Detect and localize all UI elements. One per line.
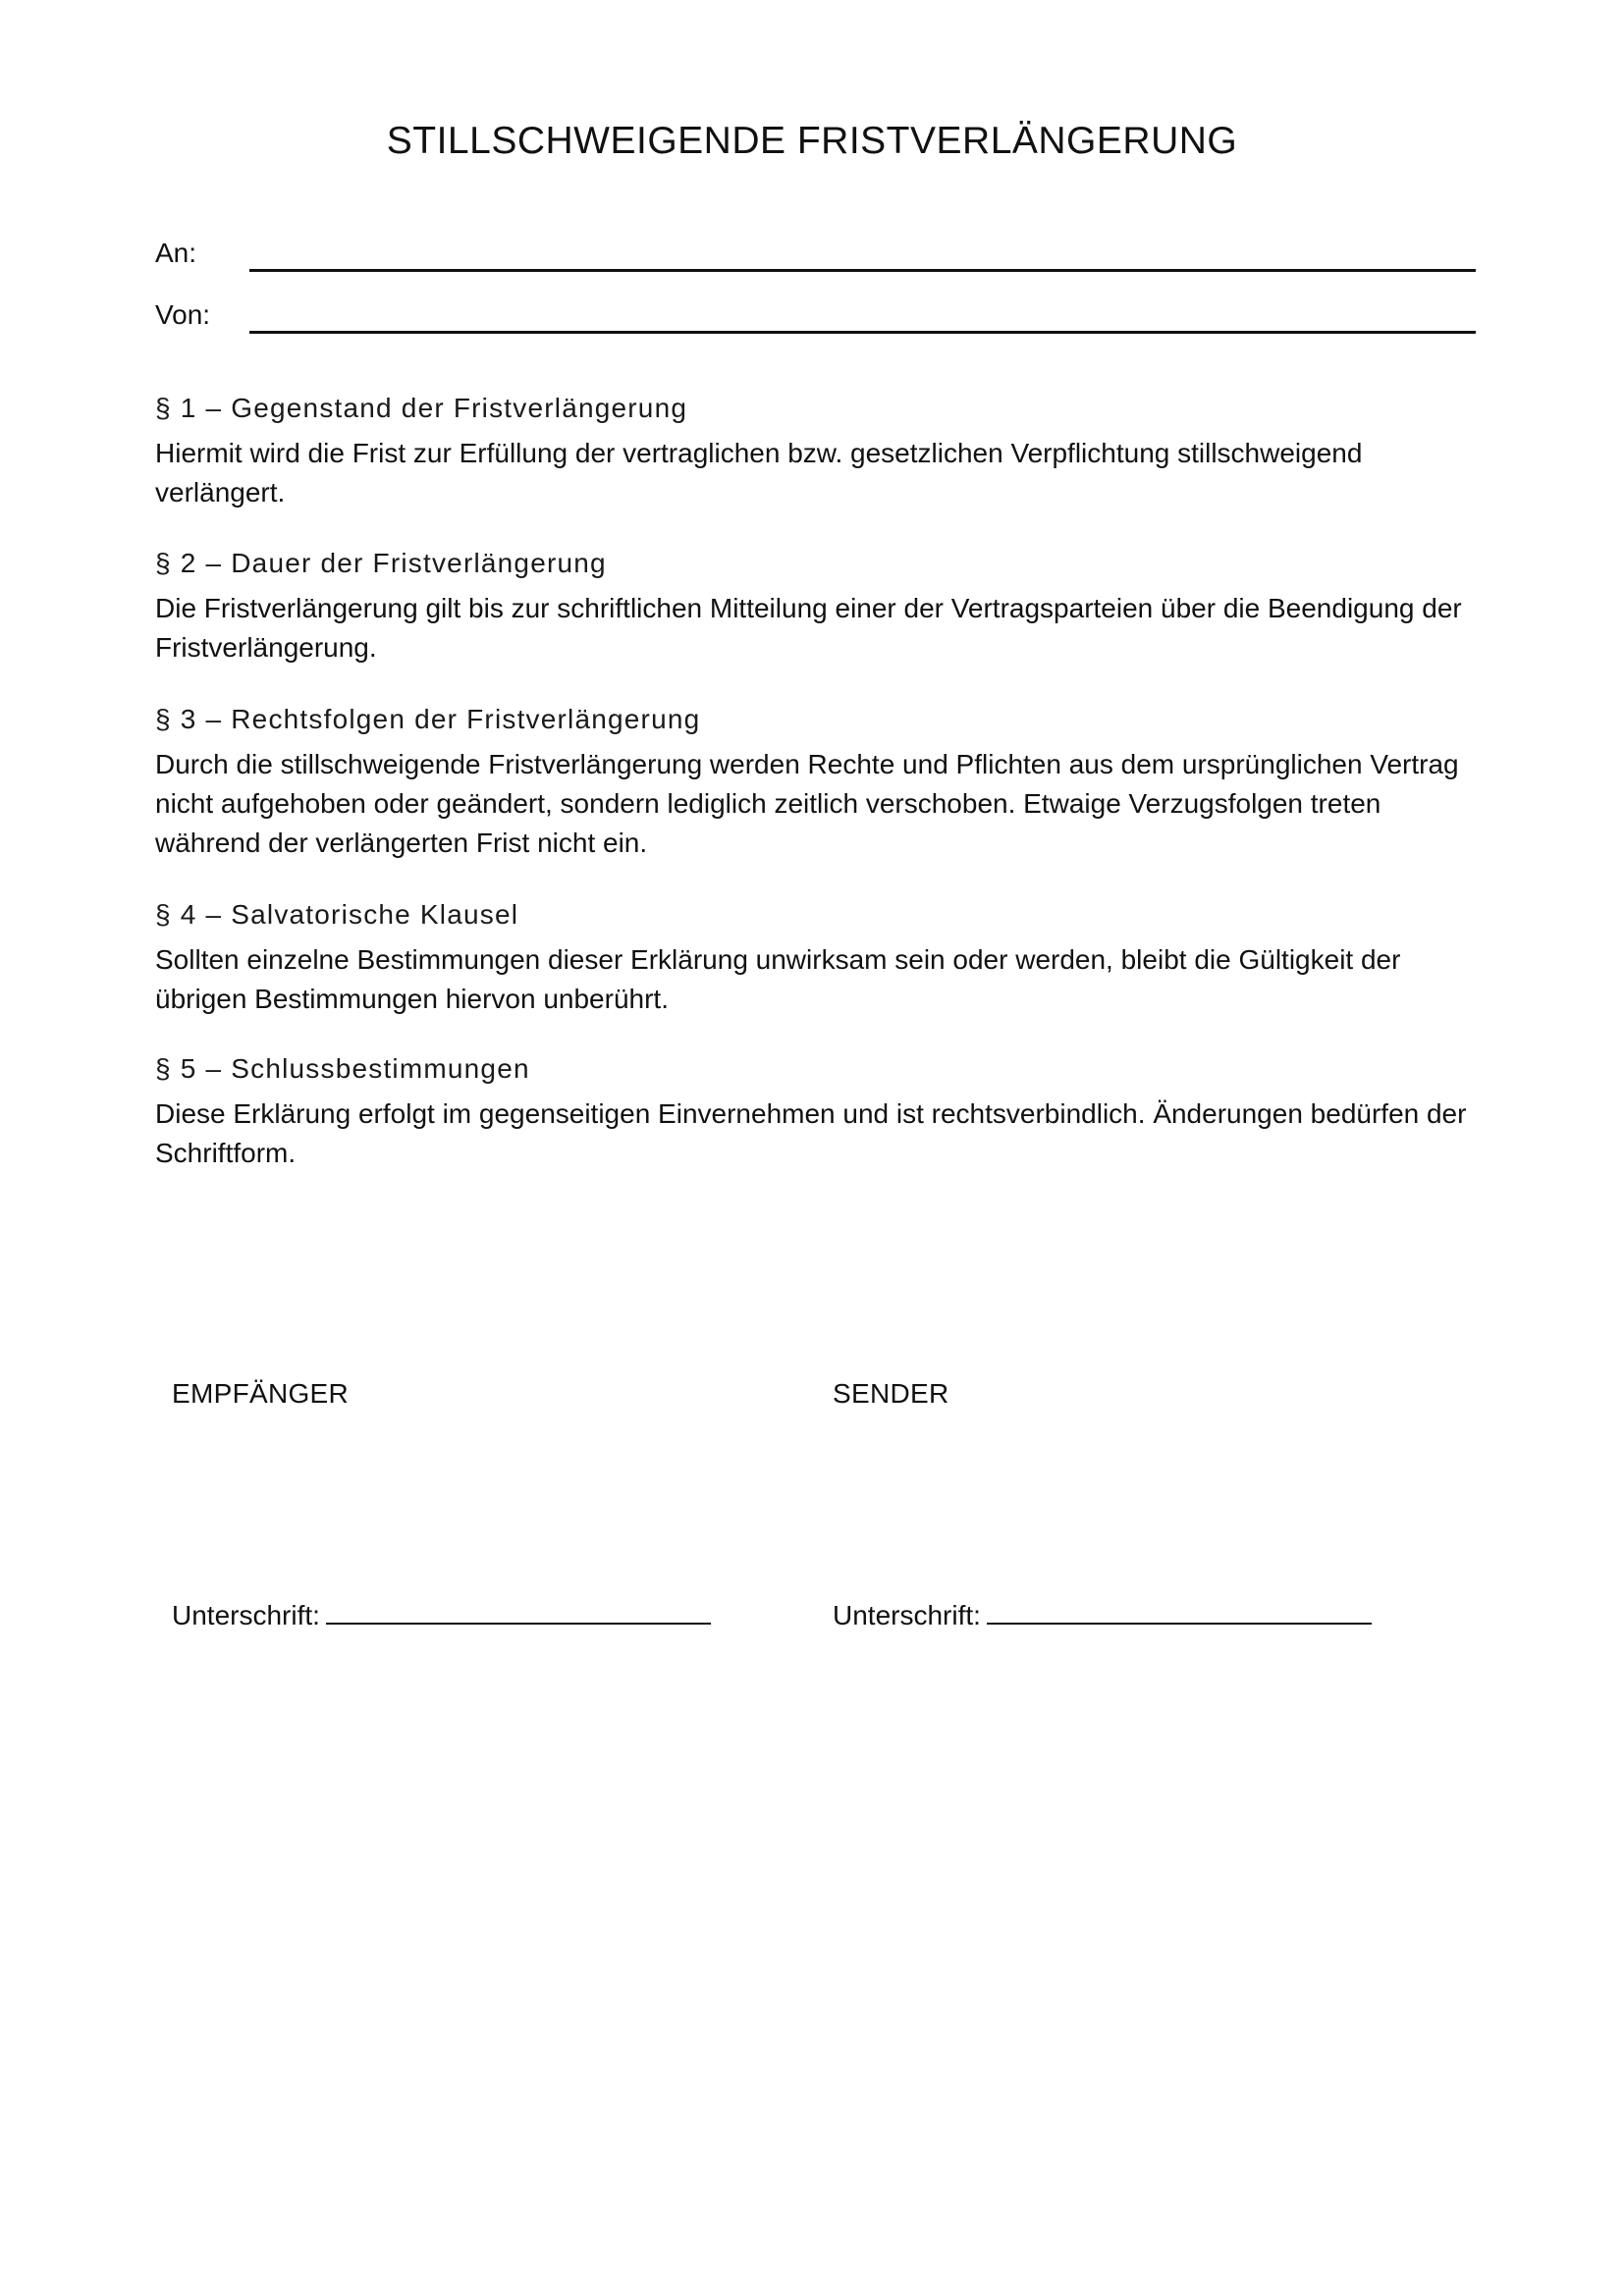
section-3	[155, 702, 1481, 863]
sender-signature-row	[833, 1597, 1372, 1632]
recipient-signature-line[interactable]	[326, 1597, 711, 1625]
section-4	[155, 897, 1481, 1019]
recipient-signature-label: Unterschrift:	[172, 1600, 320, 1630]
section-body: Sollten einzelne Bestimmungen dieser Erklärung unwirksam sein oder werden, bleibt die Gültigkeit der übrigen Bestimmungen hiervon unberührt.	[155, 944, 1401, 1014]
section-body: Die Fristverlängerung gilt bis zur schriftlichen Mitteilung einer der Vertragsparteien über die Beendigung der Fristverlängerung.	[155, 593, 1462, 663]
recipient-title: EMPFÄNGER	[172, 1378, 350, 1409]
to-label: An:	[155, 238, 197, 268]
document-title: STILLSCHWEIGENDE FRISTVERLÄNGERUNG	[386, 120, 1238, 162]
section-body: Hiermit wird die Frist zur Erfüllung der vertraglichen bzw. gesetzlichen Verpflichtung stillschweigend verlängert.	[155, 438, 1363, 507]
recipient-address-row	[155, 232, 1476, 281]
section-2	[155, 546, 1481, 667]
sender-signature-label: Unterschrift:	[833, 1600, 981, 1630]
section-heading: § 4 – Salvatorische Klausel	[155, 899, 519, 930]
section-heading: § 5 – Schlussbestimmungen	[155, 1053, 530, 1084]
from-label: Von:	[155, 299, 211, 330]
section-heading: § 2 – Dauer der Fristverlängerung	[155, 548, 607, 578]
section-heading: § 3 – Rechtsfolgen der Fristverlängerung	[155, 704, 701, 734]
section-body: Durch die stillschweigende Fristverlängerung werden Rechte und Pflichten aus dem ursprünglichen Vertrag nicht aufgehoben oder geändert, sondern lediglich zeitlich verschoben. Etwaige Verzugsfolgen treten während der verlängerten Frist nicht ein.	[155, 749, 1459, 858]
section-body: Diese Erklärung erfolgt im gegenseitigen Einvernehmen und ist rechtsverbindlich. Änderungen bedürfen der Schriftform.	[155, 1098, 1467, 1168]
to-input-line[interactable]	[249, 269, 1476, 272]
section-heading: § 1 – Gegenstand der Fristverlängerung	[155, 393, 688, 423]
sender-title: SENDER	[833, 1378, 949, 1409]
sender-signature-line[interactable]	[987, 1597, 1372, 1625]
section-1	[155, 391, 1481, 512]
recipient-signature-row	[172, 1597, 711, 1632]
section-5	[155, 1051, 1481, 1173]
from-input-line[interactable]	[249, 331, 1476, 334]
sender-address-row	[155, 294, 1476, 343]
